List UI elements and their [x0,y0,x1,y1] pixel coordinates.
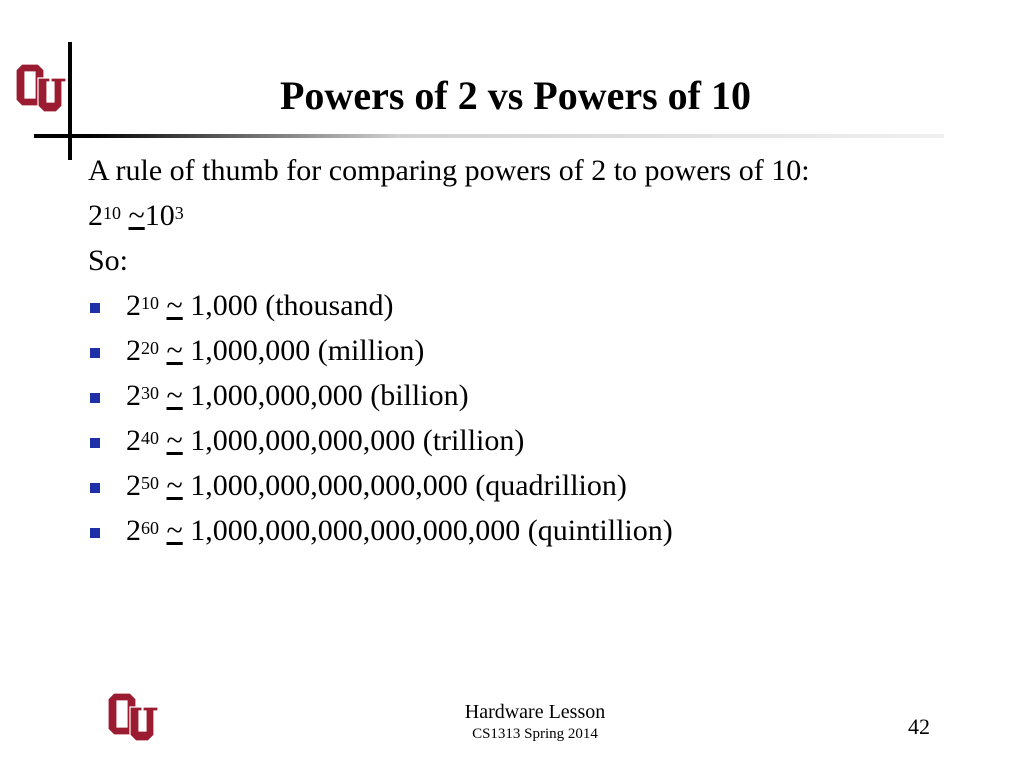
approx-sign: ~ [166,334,183,367]
bullet-exponent: 10 [141,293,159,313]
page-number: 42 [908,714,930,739]
bullet-item [88,463,988,508]
approx-sign: ~ [166,514,183,547]
so-label: So: [88,244,129,277]
footer-subtitle: CS1313 Spring 2014 [472,726,598,742]
bullet-base: 2 [126,379,141,412]
bullet-square-icon [90,438,100,448]
approx-sign: ~ [166,424,183,457]
bullet-exponent: 40 [141,428,159,448]
footer-title: Hardware Lesson [464,701,606,723]
bullet-exponent: 60 [141,518,159,538]
decorative-vertical-rule [68,42,72,160]
bullet-base: 2 [126,289,141,322]
bullet-exponent: 20 [141,338,159,358]
bullet-item [88,508,988,553]
approx-sign: ~ [166,289,183,322]
bullet-base: 2 [126,514,141,547]
slide-footer [430,700,640,744]
rule-exp2: 3 [174,203,184,223]
ou-logo [108,688,158,750]
bullet-base: 2 [126,469,141,502]
bullet-item [88,283,988,328]
bullet-value: 1,000,000,000 (billion) [190,379,469,412]
ou-logo [16,60,66,120]
bullet-square-icon [90,483,100,493]
bullet-value: 1,000 (thousand) [190,289,394,322]
bullet-exponent: 30 [141,383,159,403]
approx-sign: ~ [128,199,145,232]
bullet-item [88,328,988,373]
bullet-base: 2 [126,424,141,457]
slide-body [88,148,988,553]
decorative-horizontal-rule [34,134,944,138]
bullet-base: 2 [126,334,141,367]
bullet-value: 1,000,000,000,000,000,000 (quintillion) [190,514,673,547]
bullet-item [88,418,988,463]
bullet-value: 1,000,000 (million) [190,334,425,367]
slide-title: Powers of 2 vs Powers of 10 [280,73,751,118]
bullet-square-icon [90,348,100,358]
bullet-value: 1,000,000,000,000 (trillion) [190,424,525,457]
rule-of-thumb [88,193,988,238]
bullet-value: 1,000,000,000,000,000 (quadrillion) [190,469,627,502]
bullet-square-icon [90,393,100,403]
intro-text: A rule of thumb for comparing powers of 2 to powers of 10: [88,154,810,187]
bullet-item [88,373,988,418]
rule-base2: 10 [144,199,175,232]
rule-exp1: 10 [103,203,121,223]
rule-base1: 2 [88,199,103,232]
approx-sign: ~ [166,379,183,412]
bullet-square-icon [90,528,100,538]
approx-sign: ~ [166,469,183,502]
bullet-exponent: 50 [141,473,159,493]
bullet-square-icon [90,303,100,313]
